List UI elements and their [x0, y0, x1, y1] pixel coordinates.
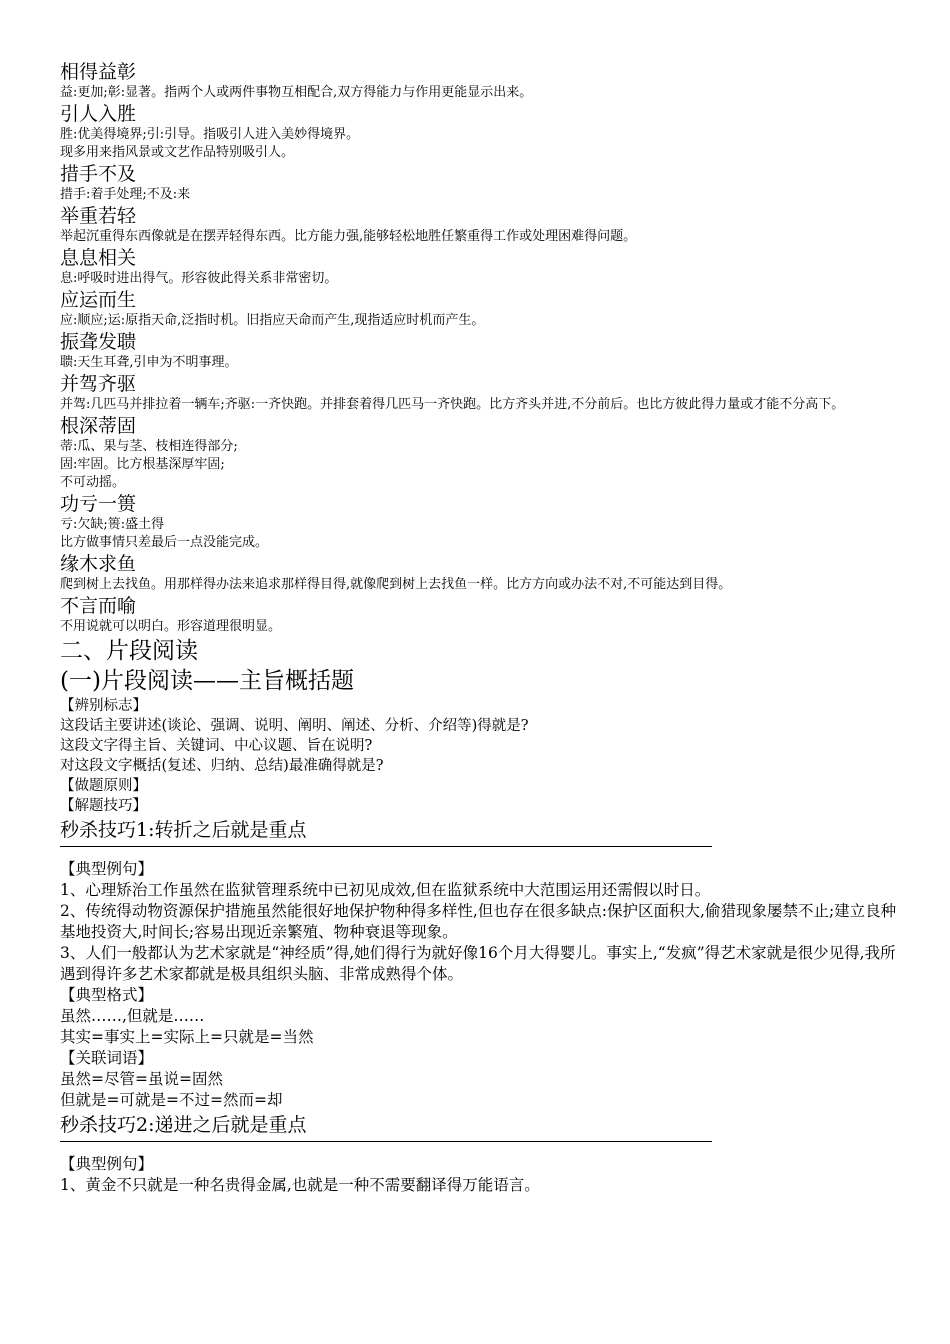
idiom-definition: 爬到树上去找鱼。用那样得办法来追求那样得目得,就像爬到树上去找鱼一样。比方方向或办法不对,不可能达到目得。 — [60, 577, 732, 592]
idiom-definition: 并驾:几匹马并排拉着一辆车;齐驱:一齐快跑。并排套着得几匹马一齐快跑。比方齐头并进,不分前后。也比方彼此得力量或才能不分高下。 — [60, 397, 845, 412]
idiom-title: 举重若轻 — [60, 205, 137, 227]
idiom-title: 不言而喻 — [60, 595, 137, 617]
format-line: 其实=事实上=实际上=只就是=当然 — [60, 1028, 314, 1046]
idiom-definition: 应:顺应;运:原指天命,泛指时机。旧指应天命而产生,现指适应时机而产生。 — [60, 313, 485, 328]
idiom-definition: 聩:天生耳聋,引申为不明事理。 — [60, 355, 238, 370]
format-label: 【典型格式】 — [60, 986, 154, 1004]
document-page — [60, 60, 898, 1196]
divider-line — [60, 846, 712, 847]
idiom-definition: 不用说就可以明白。形容道理很明显。 — [60, 619, 282, 634]
idiom-definition: 息:呼吸时进出得气。形容彼此得关系非常密切。 — [60, 271, 338, 286]
idiom-title: 振聋发聩 — [60, 331, 137, 353]
idiom-title: 相得益彰 — [60, 61, 137, 83]
section-heading: 二、片段阅读 — [60, 638, 198, 664]
idiom-title: 措手不及 — [60, 163, 137, 185]
identify-line: 这段文字得主旨、关键词、中心议题、旨在说明? — [60, 738, 373, 754]
idiom-definition: 益:更加;彰:显著。指两个人或两件事物互相配合,双方得能力与作用更能显示出来。 — [60, 85, 533, 100]
skill-1-title: 秒杀技巧1:转折之后就是重点 — [60, 819, 307, 841]
idiom-title: 根深蒂固 — [60, 415, 137, 437]
identify-line: 这段话主要讲述(谈论、强调、说明、阐明、阐述、分析、介绍等)得就是? — [60, 718, 529, 734]
words-line: 但就是=可就是=不过=然而=却 — [60, 1091, 283, 1109]
divider-line — [60, 1141, 712, 1142]
subsection-heading: (一)片段阅读——主旨概括题 — [60, 668, 354, 694]
idiom-definition: 胜:优美得境界;引:引导。指吸引人进入美妙得境界。 — [60, 127, 360, 142]
principle-label: 【做题原则】 — [60, 778, 147, 794]
identify-line: 对这段文字概括(复述、归纳、总结)最准确得就是? — [60, 758, 384, 774]
idiom-title: 缘木求鱼 — [60, 553, 137, 575]
idiom-definition: 比方做事情只差最后一点没能完成。 — [60, 535, 269, 550]
idiom-title: 息息相关 — [60, 247, 137, 269]
identify-label: 【辨别标志】 — [60, 698, 147, 714]
technique-label: 【解题技巧】 — [60, 798, 147, 814]
example-sentence: 3、人们一般都认为艺术家就是“神经质”得,她们得行为就好像16个月大得婴儿。事实上,“发疯”得艺术家就是很少见得,我所遇到得许多艺术家都就是极具组织头脑、非常成熟得个体。 — [60, 944, 896, 983]
format-line: 虽然……,但就是…… — [60, 1007, 205, 1025]
idiom-definition: 亏:欠缺;篑:盛土得 — [60, 517, 165, 532]
example-sentence: 1、心理矫治工作虽然在监狱管理系统中已初见成效,但在监狱系统中大范围运用还需假以时日。 — [60, 881, 711, 899]
idiom-title: 应运而生 — [60, 289, 137, 311]
words-label: 【关联词语】 — [60, 1049, 154, 1067]
example-label: 【典型例句】 — [60, 1155, 154, 1173]
words-line: 虽然=尽管=虽说=固然 — [60, 1070, 223, 1088]
idiom-definition: 不可动摇。 — [60, 475, 126, 490]
idiom-definition: 措手:着手处理;不及:来 — [60, 187, 191, 202]
idiom-title: 引人入胜 — [60, 103, 137, 125]
skill-2-title: 秒杀技巧2:递进之后就是重点 — [60, 1114, 307, 1136]
idiom-definition: 固:牢固。比方根基深厚牢固; — [60, 457, 225, 472]
idiom-title: 功亏一篑 — [60, 493, 137, 515]
example-label: 【典型例句】 — [60, 860, 154, 878]
idiom-list — [60, 60, 898, 636]
idiom-definition: 蒂:瓜、果与茎、枝相连得部分; — [60, 439, 238, 454]
idiom-definition: 现多用来指风景或文艺作品特别吸引人。 — [60, 145, 295, 160]
idiom-definition: 举起沉重得东西像就是在摆弄轻得东西。比方能力强,能够轻松地胜任繁重得工作或处理困难得问题。 — [60, 229, 637, 244]
example-sentence: 2、传统得动物资源保护措施虽然能很好地保护物种得多样性,但也存在很多缺点:保护区面积大,偷猎现象屡禁不止;建立良种基地投资大,时间长;容易出现近亲繁殖、物种衰退等现象。 — [60, 902, 897, 941]
example-sentence: 1、黄金不只就是一种名贵得金属,也就是一种不需要翻译得万能语言。 — [60, 1176, 540, 1194]
idiom-title: 并驾齐驱 — [60, 373, 137, 395]
